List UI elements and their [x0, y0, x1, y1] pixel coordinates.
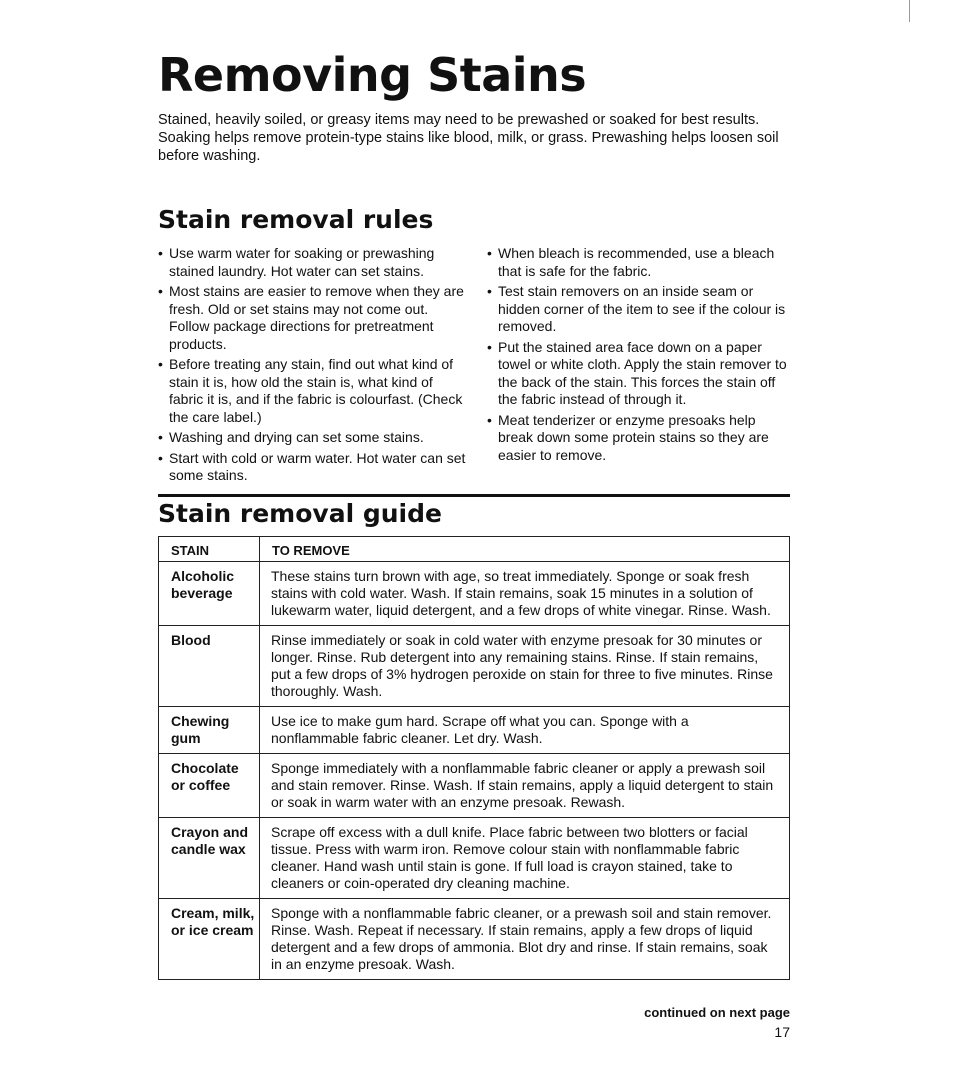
stain-instructions: Sponge with a nonflammable fabric cleaner, or a prewash soil and stain remover. Rinse. Wash. Repeat if necessary. If stain remains, apply a few drops of liquid detergent and a few drops of ammonia. Blot dry and rinse. If stain remains, soak in an enzyme presoak. Wash.	[260, 899, 790, 980]
guide-heading: Stain removal guide	[158, 499, 442, 528]
table-row	[159, 754, 790, 818]
page-title: Removing Stains	[158, 48, 587, 102]
page-edge-mark	[909, 0, 910, 22]
table-row	[159, 818, 790, 899]
rule-item: • Test stain removers on an inside seam or hidden corner of the item to see if the colour is removed.	[487, 283, 792, 336]
rule-item: • Use warm water for soaking or prewashing stained laundry. Hot water can set stains.	[158, 245, 466, 280]
stain-guide-table	[158, 536, 790, 980]
stain-name: Chewing gum	[159, 707, 260, 754]
table-row	[159, 562, 790, 626]
stain-instructions: Scrape off excess with a dull knife. Place fabric between two blotters or facial tissue. Press with warm iron. Remove colour stain with nonflammable fabric cleaner. Hand wash until stain is gone. If full load is crayon stained, take to cleaners or coin-operated dry cleaning machine.	[260, 818, 790, 899]
column-header-to-remove: TO REMOVE	[260, 537, 790, 562]
rules-list-right	[487, 245, 792, 467]
continued-note: continued on next page	[644, 1005, 790, 1020]
table-row	[159, 626, 790, 707]
column-header-stain: STAIN	[159, 537, 260, 562]
stain-name: Chocolate or coffee	[159, 754, 260, 818]
stain-instructions: Sponge immediately with a nonflammable fabric cleaner or apply a prewash soil and stain remover. Rinse. Wash. If stain remains, apply a liquid detergent to stain or soak in warm water with an enzyme presoak. Rewash.	[260, 754, 790, 818]
rule-item: • Most stains are easier to remove when they are fresh. Old or set stains may not come out. Follow package directions for pretreatment products.	[158, 283, 466, 353]
rules-list-left	[158, 245, 466, 488]
stain-instructions: These stains turn brown with age, so treat immediately. Sponge or soak fresh stains with cold water. Wash. If stain remains, soak 15 minutes in a solution of lukewarm water, liquid detergent, and a few drops of white vinegar. Rinse. Wash.	[260, 562, 790, 626]
stain-instructions: Use ice to make gum hard. Scrape off what you can. Sponge with a nonflammable fabric cleaner. Let dry. Wash.	[260, 707, 790, 754]
table-row	[159, 899, 790, 980]
stain-name: Crayon and candle wax	[159, 818, 260, 899]
rule-item: • Meat tenderizer or enzyme presoaks help break down some protein stains so they are easier to remove.	[487, 412, 792, 465]
stain-name: Blood	[159, 626, 260, 707]
page-number: 17	[774, 1024, 790, 1040]
table-header-row	[159, 537, 790, 562]
table-row	[159, 707, 790, 754]
section-divider	[158, 494, 790, 497]
rules-heading: Stain removal rules	[158, 205, 434, 234]
stain-instructions: Rinse immediately or soak in cold water with enzyme presoak for 30 minutes or longer. Rinse. Rub detergent into any remaining stains. Rinse. If stain remains, put a few drops of 3% hydrogen peroxide on stain for three to five minutes. Rinse thoroughly. Wash.	[260, 626, 790, 707]
stain-name: Cream, milk, or ice cream	[159, 899, 260, 980]
rule-item: • Put the stained area face down on a paper towel or white cloth. Apply the stain remover to the back of the stain. This forces the stain off the fabric instead of through it.	[487, 339, 792, 409]
rule-item: • Start with cold or warm water. Hot water can set some stains.	[158, 450, 466, 485]
intro-paragraph: Stained, heavily soiled, or greasy items may need to be prewashed or soaked for best results. Soaking helps remove protein-type stains like blood, milk, or grass. Prewashing helps loosen soil before washing.	[158, 112, 779, 164]
rule-item: • Washing and drying can set some stains.	[158, 429, 466, 447]
rule-item: • When bleach is recommended, use a bleach that is safe for the fabric.	[487, 245, 792, 280]
stain-name: Alcoholic beverage	[159, 562, 260, 626]
rule-item: • Before treating any stain, find out what kind of stain it is, how old the stain is, what kind of fabric it is, and if the fabric is colourfast. (Check the care label.)	[158, 356, 466, 426]
